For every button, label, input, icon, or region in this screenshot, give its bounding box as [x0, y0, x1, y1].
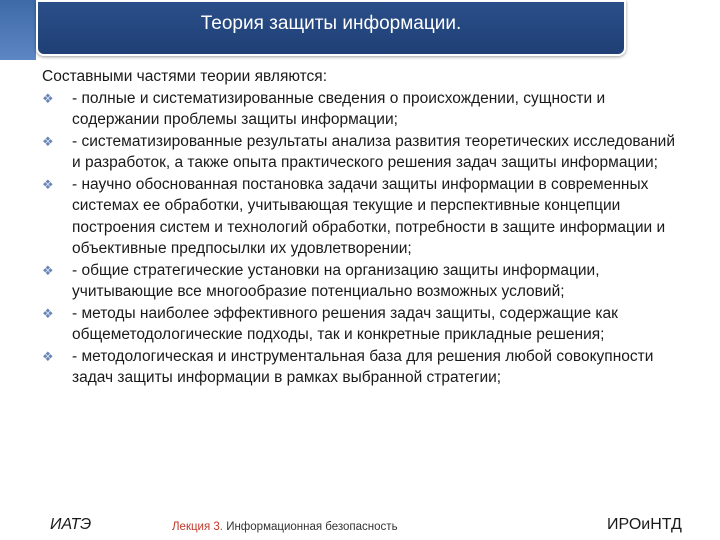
left-decor-stripe — [0, 0, 36, 60]
list-item-text: - общие стратегические установки на организацию защиты информации, учитывающие все многообразие потенциально возможных условий; — [72, 261, 600, 300]
list-item — [42, 346, 682, 389]
diamond-bullet-icon: ❖ — [42, 305, 54, 321]
list-item-text: - полные и систематизированные сведения о происхождении, сущности и содержании проблемы защиты информации; — [72, 89, 606, 128]
footer-lecture-number: Лекция 3. — [172, 521, 223, 533]
list-item-text: - методы наиболее эффективного решения задач защиты, содержащие как общеметодологические подходы, так и конкретные прикладные решения; — [72, 304, 618, 343]
slide-title-box — [36, 0, 626, 56]
left-decor-bar — [0, 0, 36, 540]
list-item-text: - методологическая и инструментальная база для решения любой совокупности задач защиты информации в рамках выбранной стратегии; — [72, 347, 654, 386]
diamond-bullet-icon: ❖ — [42, 176, 54, 192]
footer-org-left: ИАТЭ — [50, 516, 92, 533]
diamond-bullet-icon: ❖ — [42, 133, 54, 149]
slide-content — [42, 66, 682, 389]
footer-lecture-info — [172, 521, 398, 533]
footer-course-name: Информационная безопасность — [223, 521, 398, 533]
list-item — [42, 303, 682, 346]
diamond-bullet-icon: ❖ — [42, 348, 54, 364]
list-item-text: - научно обоснованная постановка задачи защиты информации в современных системах ее обработки, учитывающая текущие и перспективные концепции построения систем и технологий обработки, потребности в защите информации и объективные предпосылки их удовлетворении; — [72, 175, 666, 257]
diamond-bullet-icon: ❖ — [42, 262, 54, 278]
footer-org-right: ИРОиНТД — [607, 516, 682, 533]
intro-text: Составными частями теории являются: — [42, 68, 328, 85]
list-item — [42, 260, 682, 303]
list-item-text: - систематизированные результаты анализа развития теоретических исследований и разработок, а также опыта практического решения задач защиты информации; — [72, 132, 675, 171]
diamond-bullet-icon: ❖ — [42, 90, 54, 106]
slide-title: Теория защиты информации. — [200, 13, 462, 34]
slide-footer — [0, 510, 720, 540]
list-item — [42, 131, 682, 174]
list-item — [42, 88, 682, 131]
list-item — [42, 174, 682, 260]
